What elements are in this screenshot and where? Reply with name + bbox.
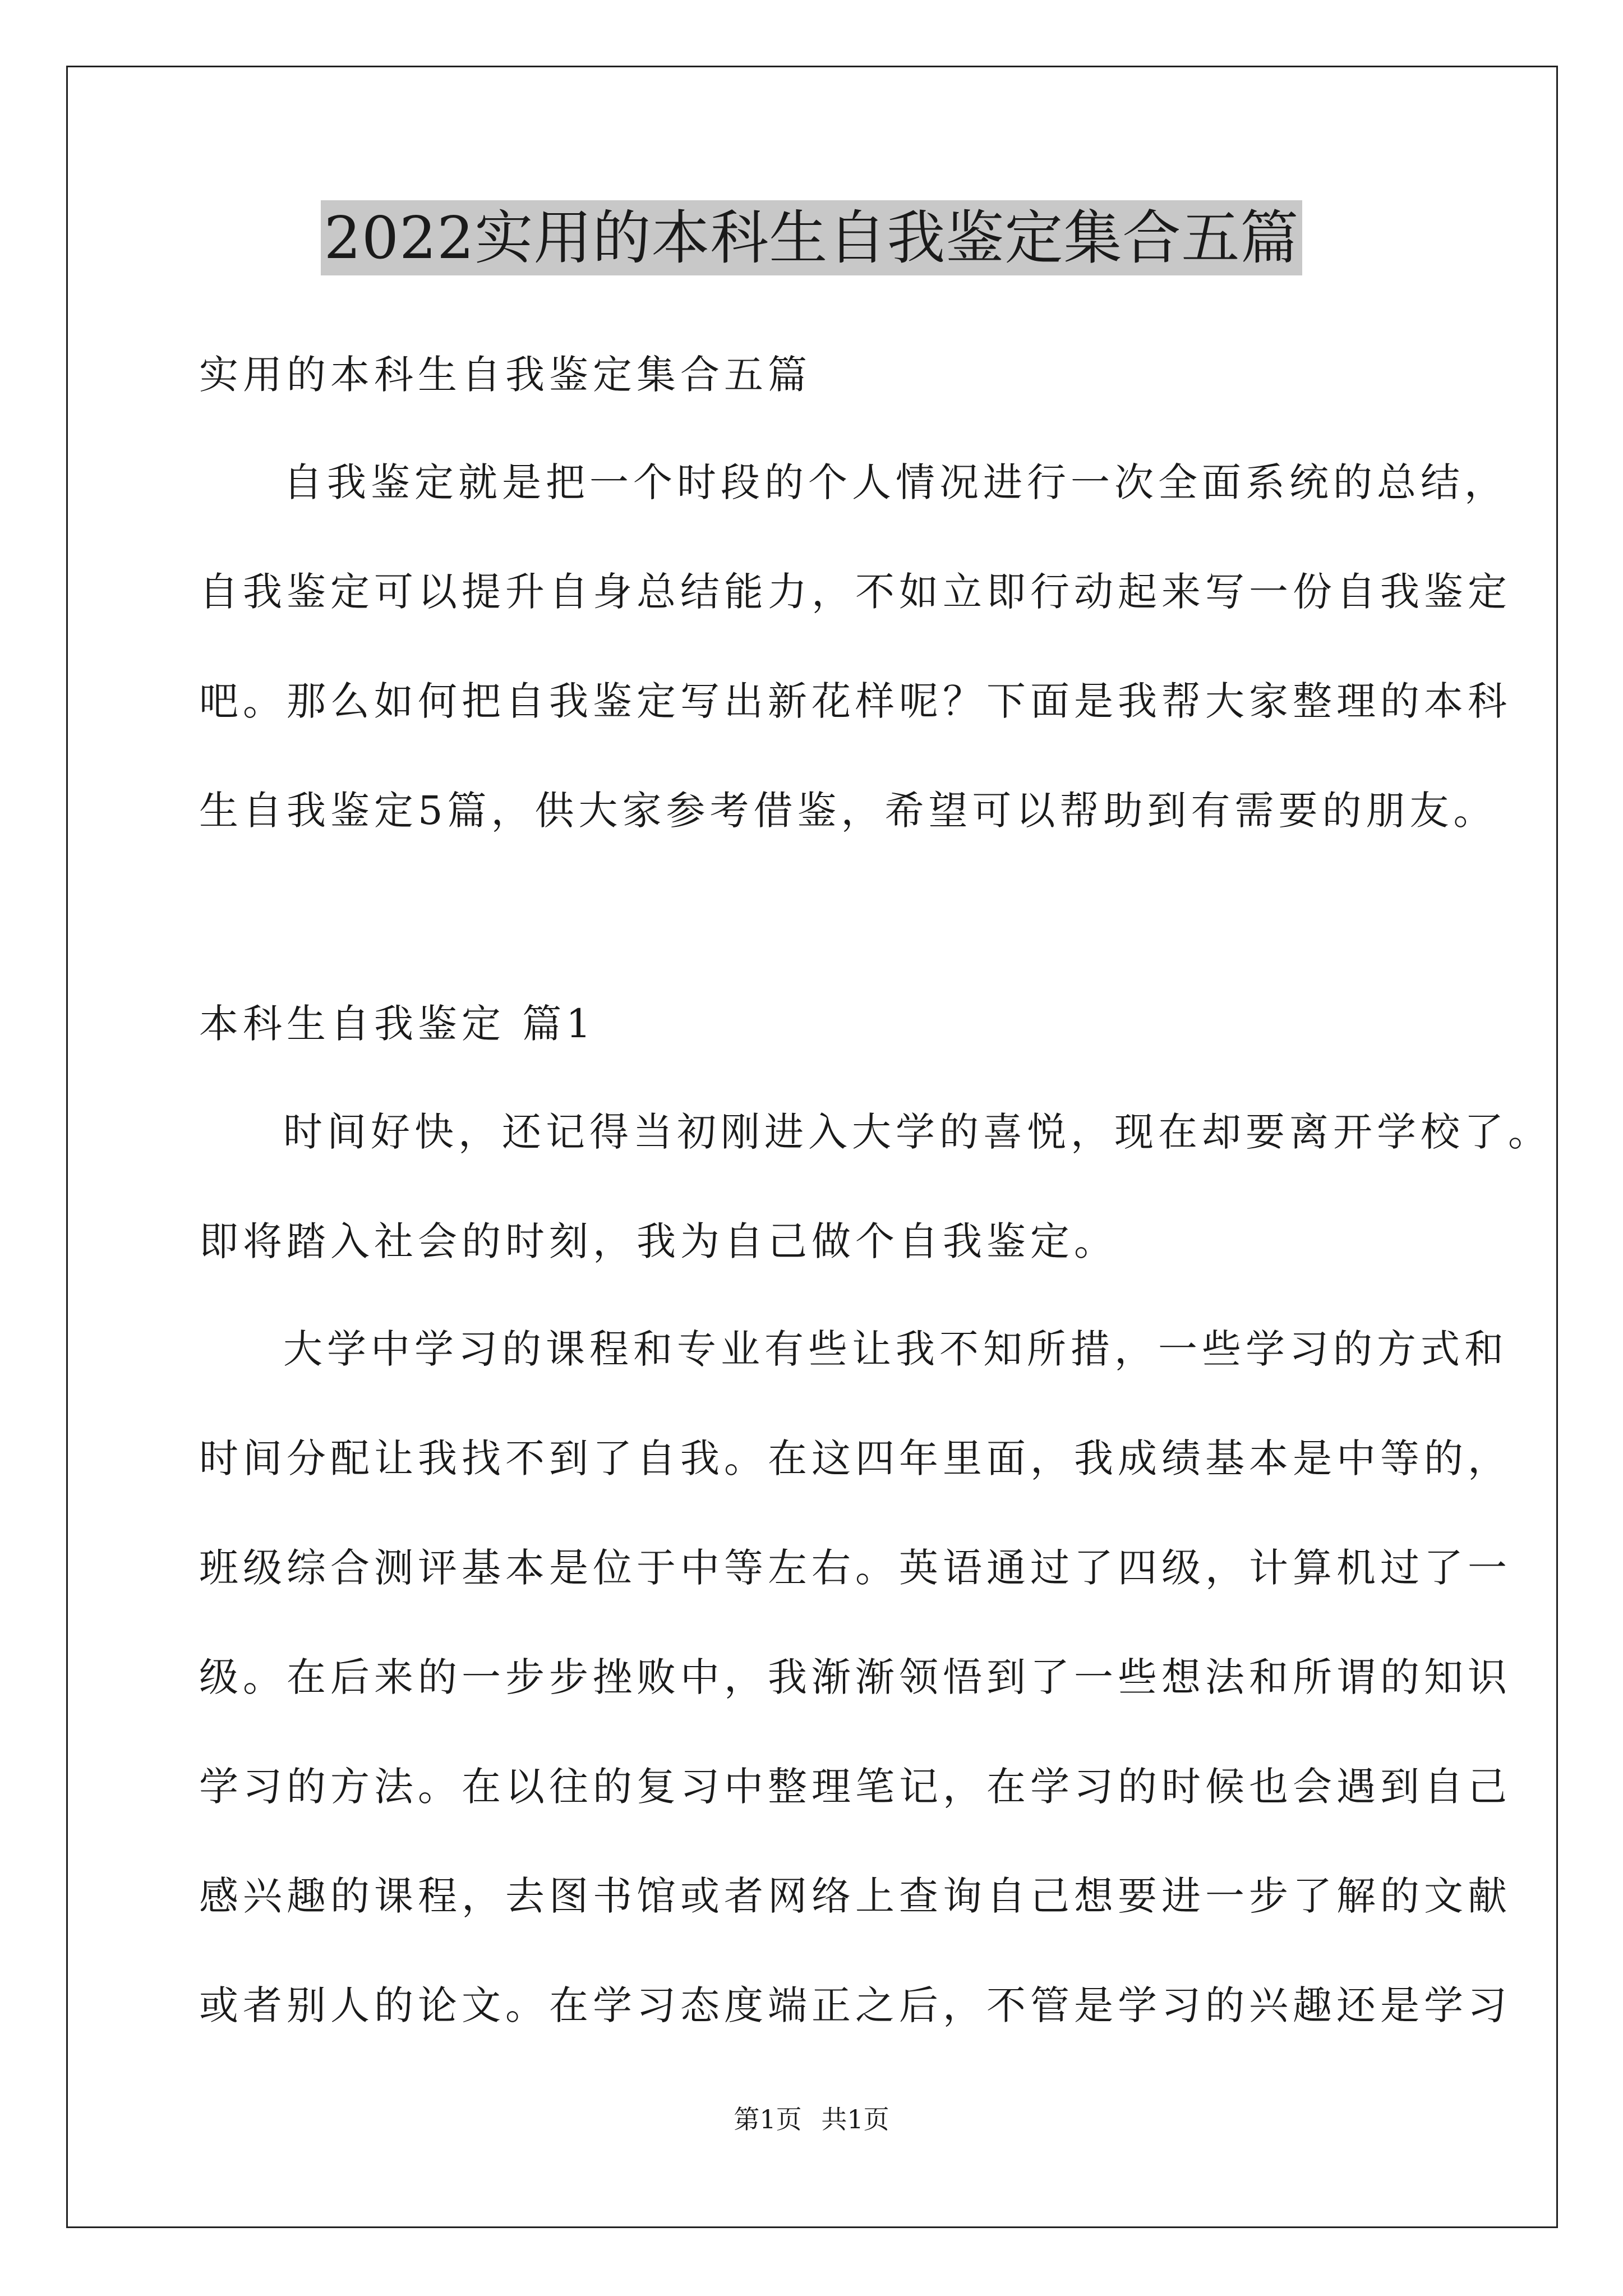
paragraph-line: 感兴趣的课程，去图书馆或者网络上查询自己想要进一步了解的文献 (199, 1873, 1511, 1919)
subtitle: 实用的本科生自我鉴定集合五篇 (199, 352, 811, 398)
paragraph-line: 班级综合测评基本是位于中等左右。英语通过了四级，计算机过了一 (199, 1545, 1511, 1591)
page-number: 第1页 (734, 2104, 802, 2134)
paragraph-line: 即将踏入社会的时刻，我为自己做个自我鉴定。 (199, 1218, 1118, 1264)
paragraph-line: 时间好快，还记得当初刚进入大学的喜悦，现在却要离开学校了。 (283, 1109, 1552, 1155)
intro-line: 自我鉴定就是把一个时段的个人情况进行一次全面系统的总结， (283, 459, 1508, 505)
page-footer (0, 2102, 1623, 2136)
intro-line: 吧。那么如何把自我鉴定写出新花样呢？下面是我帮大家整理的本科 (199, 678, 1511, 724)
paragraph-line: 大学中学习的课程和专业有些让我不知所措，一些学习的方式和 (283, 1326, 1508, 1372)
intro-line: 自我鉴定可以提升自身总结能力，不如立即行动起来写一份自我鉴定 (199, 569, 1511, 615)
paragraph-line: 或者别人的论文。在学习态度端正之后，不管是学习的兴趣还是学习 (199, 1982, 1511, 2028)
title-container (0, 200, 1623, 275)
paragraph-line: 级。在后来的一步步挫败中，我渐渐领悟到了一些想法和所谓的知识 (199, 1654, 1511, 1700)
section-heading: 本科生自我鉴定 篇1 (199, 1001, 596, 1047)
paragraph-line: 时间分配让我找不到了自我。在这四年里面，我成绩基本是中等的， (199, 1435, 1511, 1481)
page-total: 共1页 (821, 2104, 889, 2134)
document-title: 2022实用的本科生自我鉴定集合五篇 (321, 200, 1303, 275)
paragraph-line: 学习的方法。在以往的复习中整理笔记，在学习的时候也会遇到自己 (199, 1764, 1511, 1810)
intro-line: 生自我鉴定5篇，供大家参考借鉴，希望可以帮助到有需要的朋友。 (199, 788, 1497, 834)
